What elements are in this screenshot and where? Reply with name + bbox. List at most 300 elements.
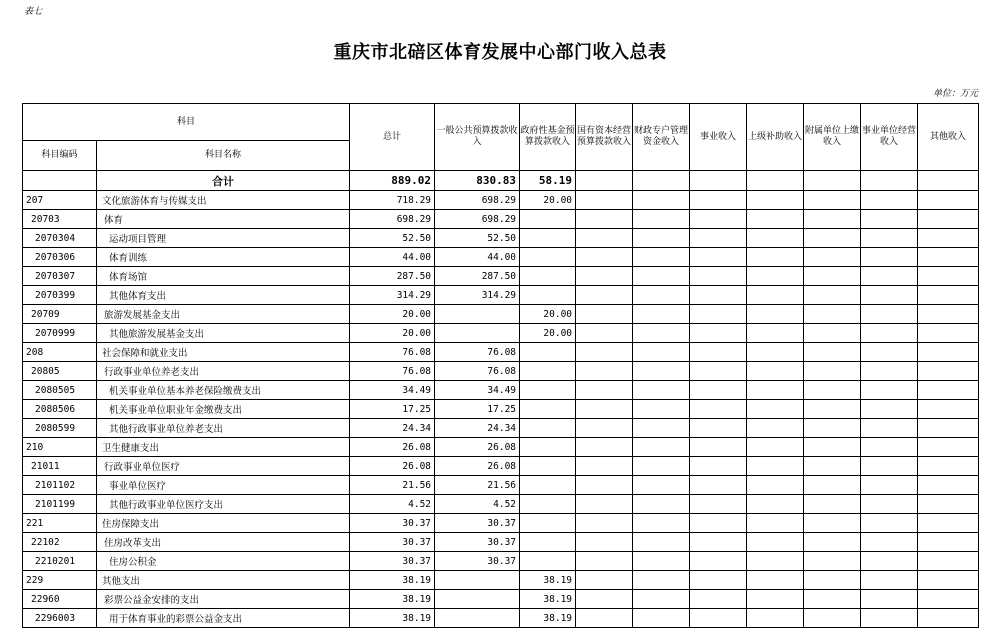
- empty-cell: [804, 362, 861, 381]
- empty-cell: [861, 571, 918, 590]
- empty-cell: [747, 457, 804, 476]
- empty-cell: [690, 400, 747, 419]
- empty-cell: [861, 438, 918, 457]
- empty-cell: [861, 609, 918, 628]
- other-income-header: 其他收入: [918, 104, 979, 171]
- row-code: 2070306: [23, 248, 97, 267]
- empty-cell: [918, 552, 979, 571]
- empty-cell: [576, 362, 633, 381]
- name-header: 科目名称: [97, 141, 350, 171]
- table-row: [23, 495, 979, 514]
- row-total: 30.37: [350, 514, 435, 533]
- row-general-budget: 30.37: [435, 552, 520, 571]
- row-name: 卫生健康支出: [97, 438, 350, 457]
- empty-cell: [576, 286, 633, 305]
- row-gov-fund: [520, 476, 576, 495]
- empty-cell: [861, 457, 918, 476]
- empty-cell: [633, 495, 690, 514]
- empty-cell: [747, 609, 804, 628]
- empty-cell: [747, 362, 804, 381]
- empty-cell: [690, 324, 747, 343]
- empty-cell: [576, 476, 633, 495]
- empty-cell: [861, 324, 918, 343]
- row-name: 体育: [97, 210, 350, 229]
- empty-cell: [747, 305, 804, 324]
- empty-cell: [747, 191, 804, 210]
- empty-cell: [804, 286, 861, 305]
- row-general-budget: 44.00: [435, 248, 520, 267]
- empty-cell: [747, 324, 804, 343]
- row-code: 208: [23, 343, 97, 362]
- row-gov-fund: [520, 495, 576, 514]
- row-total: 26.08: [350, 457, 435, 476]
- row-name: 其他行政事业单位医疗支出: [97, 495, 350, 514]
- empty-cell: [633, 590, 690, 609]
- row-general-budget: 24.34: [435, 419, 520, 438]
- empty-cell: [804, 343, 861, 362]
- empty-cell: [576, 248, 633, 267]
- row-general-budget: 698.29: [435, 210, 520, 229]
- empty-cell: [747, 419, 804, 438]
- empty-cell: [633, 552, 690, 571]
- row-gov-fund: [520, 419, 576, 438]
- row-code: 2101102: [23, 476, 97, 495]
- empty-cell: [633, 381, 690, 400]
- empty-cell: [576, 210, 633, 229]
- total-header: 总计: [350, 104, 435, 171]
- empty-cell: [861, 381, 918, 400]
- empty-cell: [804, 305, 861, 324]
- row-code: 21011: [23, 457, 97, 476]
- empty-cell: [576, 229, 633, 248]
- row-total: 38.19: [350, 590, 435, 609]
- row-name: 其他支出: [97, 571, 350, 590]
- empty-cell: [576, 343, 633, 362]
- empty-cell: [633, 286, 690, 305]
- row-total: 52.50: [350, 229, 435, 248]
- code-header: 科目编码: [23, 141, 97, 171]
- table-row: [23, 267, 979, 286]
- row-total: 20.00: [350, 324, 435, 343]
- total-sum: 889.02: [350, 171, 435, 191]
- empty-cell: [576, 533, 633, 552]
- row-name: 住房公积金: [97, 552, 350, 571]
- row-name: 用于体育事业的彩票公益金支出: [97, 609, 350, 628]
- row-total: 34.49: [350, 381, 435, 400]
- empty-cell: [747, 400, 804, 419]
- empty-cell: [804, 248, 861, 267]
- row-gov-fund: [520, 457, 576, 476]
- empty-cell: [633, 362, 690, 381]
- empty-cell: [576, 400, 633, 419]
- row-total: 24.34: [350, 419, 435, 438]
- row-total: 718.29: [350, 191, 435, 210]
- row-gov-fund: [520, 552, 576, 571]
- empty-cell: [918, 514, 979, 533]
- row-gov-fund: [520, 286, 576, 305]
- row-gov-fund: 20.00: [520, 324, 576, 343]
- empty-cell: [690, 191, 747, 210]
- row-gov-fund: 38.19: [520, 609, 576, 628]
- row-gov-fund: [520, 267, 576, 286]
- row-code: 2080506: [23, 400, 97, 419]
- empty-cell: [747, 248, 804, 267]
- empty-cell: [633, 533, 690, 552]
- empty-cell: [576, 381, 633, 400]
- affiliated-header: 附属单位上缴收入: [804, 104, 861, 171]
- empty-cell: [804, 229, 861, 248]
- empty-cell: [633, 248, 690, 267]
- row-general-budget: [435, 609, 520, 628]
- empty-cell: [918, 229, 979, 248]
- gov-fund-header: 政府性基金预算拨款收入: [520, 104, 576, 171]
- row-code: 22102: [23, 533, 97, 552]
- empty-cell: [633, 229, 690, 248]
- empty-cell: [633, 305, 690, 324]
- row-general-budget: 314.29: [435, 286, 520, 305]
- row-code: 2296003: [23, 609, 97, 628]
- table-row: [23, 305, 979, 324]
- empty-cell: [576, 571, 633, 590]
- row-gov-fund: [520, 343, 576, 362]
- row-name: 社会保障和就业支出: [97, 343, 350, 362]
- empty-cell: [804, 438, 861, 457]
- table-row: [23, 324, 979, 343]
- total-general-budget: 830.83: [435, 171, 520, 191]
- table-row: [23, 438, 979, 457]
- row-general-budget: 26.08: [435, 438, 520, 457]
- row-name: 体育训练: [97, 248, 350, 267]
- operating-income-header: 事业单位经营收入: [861, 104, 918, 171]
- empty-cell: [747, 267, 804, 286]
- empty-cell: [747, 343, 804, 362]
- empty-cell: [576, 590, 633, 609]
- empty-cell: [861, 343, 918, 362]
- row-code: 2101199: [23, 495, 97, 514]
- empty-cell: [861, 210, 918, 229]
- empty-cell: [633, 419, 690, 438]
- empty-cell: [633, 571, 690, 590]
- empty-cell: [690, 210, 747, 229]
- empty-cell: [576, 305, 633, 324]
- empty-cell: [690, 571, 747, 590]
- row-total: 44.00: [350, 248, 435, 267]
- empty-cell: [690, 267, 747, 286]
- row-general-budget: 17.25: [435, 400, 520, 419]
- table-row: [23, 286, 979, 305]
- empty-cell: [690, 343, 747, 362]
- empty-cell: [861, 552, 918, 571]
- row-code: 2210201: [23, 552, 97, 571]
- row-name: 文化旅游体育与传媒支出: [97, 191, 350, 210]
- table-row: [23, 419, 979, 438]
- row-general-budget: 76.08: [435, 343, 520, 362]
- table-row: [23, 210, 979, 229]
- empty-cell: [690, 229, 747, 248]
- empty-cell: [576, 495, 633, 514]
- row-total: 38.19: [350, 609, 435, 628]
- empty-cell: [861, 229, 918, 248]
- empty-cell: [918, 571, 979, 590]
- row-gov-fund: [520, 229, 576, 248]
- empty-cell: [576, 552, 633, 571]
- row-total: 20.00: [350, 305, 435, 324]
- empty-cell: [747, 286, 804, 305]
- empty-cell: [918, 400, 979, 419]
- empty-cell: [747, 495, 804, 514]
- empty-cell: [918, 533, 979, 552]
- business-income-header: 事业收入: [690, 104, 747, 171]
- fiscal-special-header: 财政专户管理资金收入: [633, 104, 690, 171]
- row-gov-fund: [520, 400, 576, 419]
- empty-cell: [747, 229, 804, 248]
- table-row: [23, 476, 979, 495]
- empty-cell: [633, 457, 690, 476]
- empty-cell: [804, 191, 861, 210]
- empty-cell: [804, 267, 861, 286]
- row-gov-fund: 20.00: [520, 191, 576, 210]
- row-gov-fund: [520, 362, 576, 381]
- empty-cell: [690, 514, 747, 533]
- row-general-budget: 698.29: [435, 191, 520, 210]
- row-general-budget: 30.37: [435, 514, 520, 533]
- empty-cell: [804, 533, 861, 552]
- empty-cell: [861, 286, 918, 305]
- empty-cell: [918, 343, 979, 362]
- row-general-budget: 4.52: [435, 495, 520, 514]
- empty-cell: [747, 552, 804, 571]
- table-row: [23, 343, 979, 362]
- empty-cell: [576, 419, 633, 438]
- income-table: [22, 103, 979, 628]
- table-number-label: 表七: [24, 7, 43, 17]
- row-code: 2070399: [23, 286, 97, 305]
- row-name: 住房保障支出: [97, 514, 350, 533]
- empty-cell: [804, 552, 861, 571]
- row-total: 26.08: [350, 438, 435, 457]
- table-row: [23, 514, 979, 533]
- empty-cell: [918, 590, 979, 609]
- row-general-budget: 287.50: [435, 267, 520, 286]
- row-general-budget: 21.56: [435, 476, 520, 495]
- empty-cell: [861, 191, 918, 210]
- row-gov-fund: [520, 533, 576, 552]
- state-capital-header: 国有资本经营预算拨款收入: [576, 104, 633, 171]
- row-total: 4.52: [350, 495, 435, 514]
- empty-cell: [918, 267, 979, 286]
- empty-cell: [918, 305, 979, 324]
- row-code: 2080599: [23, 419, 97, 438]
- row-total: 38.19: [350, 571, 435, 590]
- empty-cell: [576, 324, 633, 343]
- empty-cell: [633, 267, 690, 286]
- row-name: 其他旅游发展基金支出: [97, 324, 350, 343]
- empty-cell: [747, 438, 804, 457]
- empty-cell: [804, 457, 861, 476]
- table-row: [23, 191, 979, 210]
- empty-cell: [747, 514, 804, 533]
- empty-cell: [861, 590, 918, 609]
- row-name: 运动项目管理: [97, 229, 350, 248]
- empty-cell: [633, 514, 690, 533]
- empty-cell: [861, 476, 918, 495]
- empty-cell: [690, 457, 747, 476]
- row-gov-fund: [520, 514, 576, 533]
- row-gov-fund: [520, 438, 576, 457]
- empty-cell: [690, 590, 747, 609]
- empty-cell: [690, 495, 747, 514]
- empty-cell: [747, 533, 804, 552]
- empty-cell: [918, 362, 979, 381]
- empty-cell: [861, 533, 918, 552]
- table-row: [23, 229, 979, 248]
- row-name: 其他体育支出: [97, 286, 350, 305]
- empty-cell: [690, 362, 747, 381]
- row-code: 210: [23, 438, 97, 457]
- row-general-budget: 76.08: [435, 362, 520, 381]
- table-row: [23, 552, 979, 571]
- total-label: 合计: [97, 171, 350, 191]
- row-name: 体育场馆: [97, 267, 350, 286]
- empty-cell: [747, 571, 804, 590]
- row-general-budget: 34.49: [435, 381, 520, 400]
- row-name: 其他行政事业单位养老支出: [97, 419, 350, 438]
- upper-subsidy-header: 上级补助收入: [747, 104, 804, 171]
- row-code: 2070999: [23, 324, 97, 343]
- row-code: 22960: [23, 590, 97, 609]
- empty-cell: [747, 590, 804, 609]
- row-total: 21.56: [350, 476, 435, 495]
- table-row: [23, 457, 979, 476]
- empty-cell: [633, 343, 690, 362]
- empty-cell: [918, 609, 979, 628]
- unit-label: 单位：万元: [932, 89, 978, 99]
- row-general-budget: [435, 324, 520, 343]
- row-name: 机关事业单位职业年金缴费支出: [97, 400, 350, 419]
- empty-cell: [918, 210, 979, 229]
- table-row: [23, 381, 979, 400]
- empty-cell: [918, 191, 979, 210]
- row-name: 机关事业单位基本养老保险缴费支出: [97, 381, 350, 400]
- row-general-budget: [435, 590, 520, 609]
- empty-cell: [918, 495, 979, 514]
- empty-cell: [576, 191, 633, 210]
- table-row: [23, 400, 979, 419]
- empty-cell: [804, 571, 861, 590]
- empty-cell: [576, 514, 633, 533]
- empty-cell: [918, 248, 979, 267]
- empty-cell: [861, 495, 918, 514]
- row-name: 住房改革支出: [97, 533, 350, 552]
- empty-cell: [633, 476, 690, 495]
- empty-cell: [861, 248, 918, 267]
- row-gov-fund: [520, 381, 576, 400]
- total-row: [23, 171, 979, 191]
- empty-cell: [861, 305, 918, 324]
- table-row: [23, 571, 979, 590]
- empty-cell: [861, 419, 918, 438]
- row-gov-fund: 38.19: [520, 590, 576, 609]
- empty-cell: [918, 324, 979, 343]
- empty-cell: [804, 400, 861, 419]
- empty-cell: [690, 609, 747, 628]
- subject-header: 科目: [23, 104, 350, 141]
- row-total: 76.08: [350, 343, 435, 362]
- empty-cell: [918, 438, 979, 457]
- empty-cell: [861, 514, 918, 533]
- row-name: 事业单位医疗: [97, 476, 350, 495]
- row-code: 207: [23, 191, 97, 210]
- empty-cell: [690, 533, 747, 552]
- row-code: 20709: [23, 305, 97, 324]
- table-row: [23, 362, 979, 381]
- row-general-budget: [435, 571, 520, 590]
- empty-cell: [690, 476, 747, 495]
- empty-cell: [804, 495, 861, 514]
- row-code: 2070307: [23, 267, 97, 286]
- empty-cell: [690, 305, 747, 324]
- empty-cell: [633, 609, 690, 628]
- empty-cell: [690, 419, 747, 438]
- empty-cell: [576, 438, 633, 457]
- empty-cell: [633, 210, 690, 229]
- empty-cell: [804, 514, 861, 533]
- empty-cell: [576, 457, 633, 476]
- row-total: 30.37: [350, 533, 435, 552]
- row-total: 698.29: [350, 210, 435, 229]
- empty-cell: [918, 419, 979, 438]
- row-general-budget: 52.50: [435, 229, 520, 248]
- row-general-budget: [435, 305, 520, 324]
- empty-cell: [918, 286, 979, 305]
- row-general-budget: 26.08: [435, 457, 520, 476]
- empty-cell: [690, 438, 747, 457]
- empty-cell: [918, 381, 979, 400]
- row-gov-fund: [520, 248, 576, 267]
- row-code: 2080505: [23, 381, 97, 400]
- row-code: 2070304: [23, 229, 97, 248]
- empty-cell: [918, 476, 979, 495]
- table-row: [23, 248, 979, 267]
- table-row: [23, 609, 979, 628]
- row-total: 314.29: [350, 286, 435, 305]
- empty-cell: [576, 267, 633, 286]
- row-total: 30.37: [350, 552, 435, 571]
- empty-cell: [861, 400, 918, 419]
- empty-cell: [861, 362, 918, 381]
- empty-cell: [804, 324, 861, 343]
- empty-cell: [747, 381, 804, 400]
- empty-cell: [804, 210, 861, 229]
- empty-cell: [918, 457, 979, 476]
- empty-cell: [804, 381, 861, 400]
- empty-cell: [690, 381, 747, 400]
- row-name: 彩票公益金安排的支出: [97, 590, 350, 609]
- table-row: [23, 533, 979, 552]
- empty-cell: [633, 400, 690, 419]
- page-title: 重庆市北碚区体育发展中心部门收入总表: [333, 42, 667, 63]
- empty-cell: [747, 476, 804, 495]
- empty-cell: [690, 286, 747, 305]
- empty-cell: [861, 267, 918, 286]
- empty-cell: [804, 476, 861, 495]
- empty-cell: [690, 552, 747, 571]
- row-name: 行政事业单位养老支出: [97, 362, 350, 381]
- empty-cell: [747, 210, 804, 229]
- empty-cell: [804, 590, 861, 609]
- row-gov-fund: 38.19: [520, 571, 576, 590]
- row-code: 221: [23, 514, 97, 533]
